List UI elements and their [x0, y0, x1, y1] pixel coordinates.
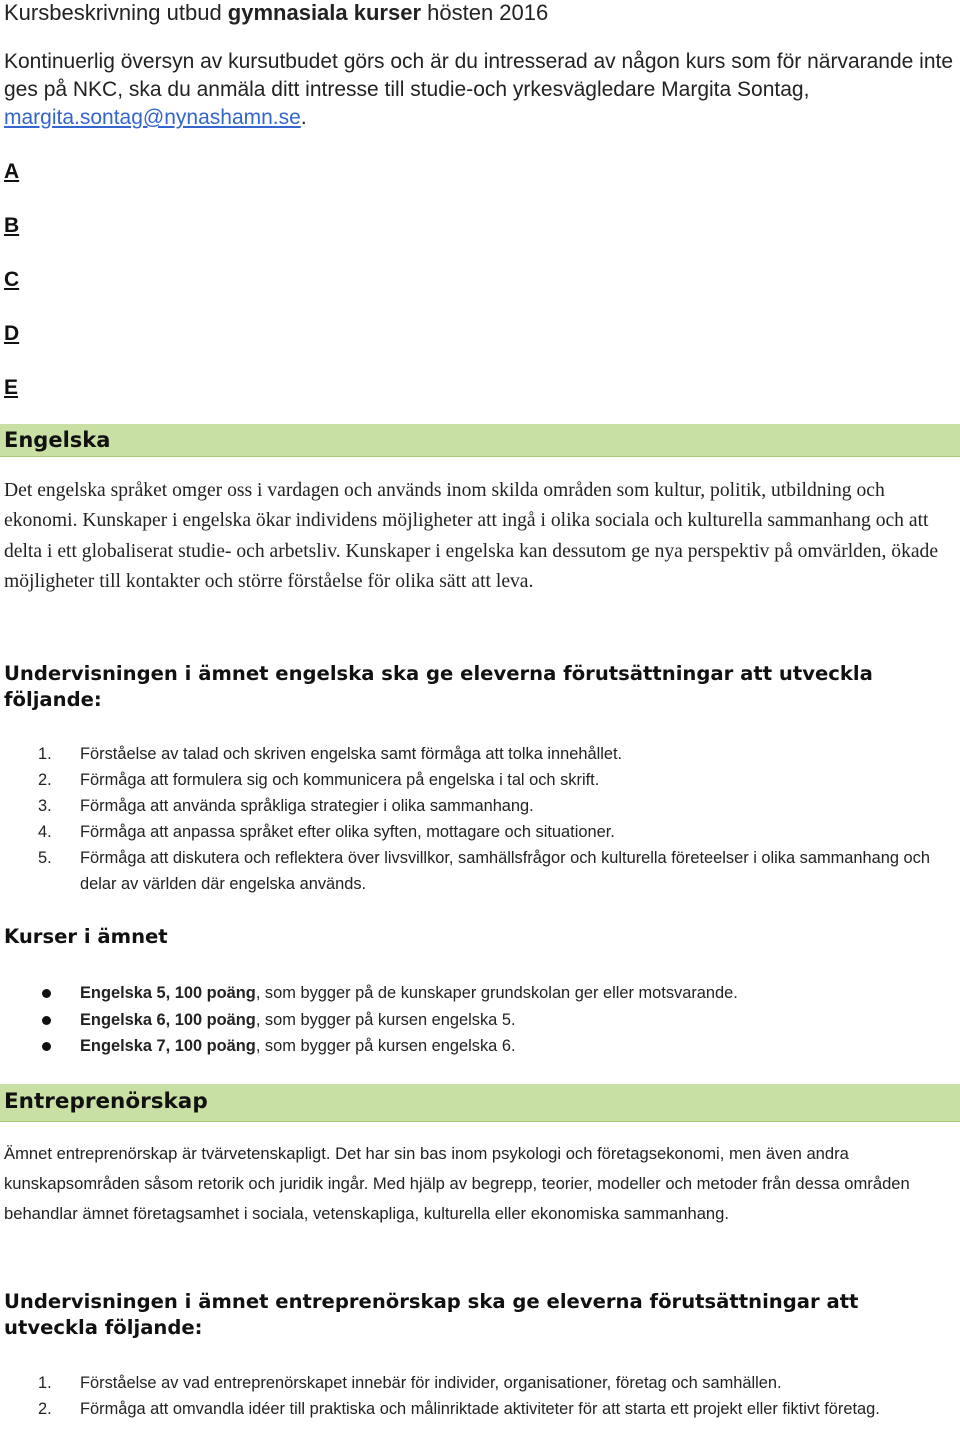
entreprenorskap-description: Ämnet entreprenörskap är tvärvetenskapligt. Det har sin bas inom psykologi och företagsekonomi, men även andra kunskapsområden såsom retorik och juridik ingår. Med hjälp av begrepp, teorier, modeller och metoder från dessa områden behandlar ämnet företagsamhet i sociala, vetenskapliga, kulturella eller ekonomiska sammanhang.	[4, 1144, 910, 1223]
alpha-link-c[interactable]: C	[4, 268, 20, 291]
list-text: Förståelse av talad och skriven engelska samt förmåga att tolka innehållet.	[80, 745, 623, 763]
intro-text: Kontinuerlig översyn av kursutbudet görs och är du intresserad av någon kurs som för närvarande inte ges på NKC, ska du anmäla ditt intresse till studie-och yrkesvägledare Margita Sontag,	[4, 50, 954, 101]
list-text: Förmåga att anpassa språket efter olika syften, mottagare och situationer.	[80, 823, 615, 841]
engelska-goals-list	[4, 741, 954, 897]
list-number: 5.	[38, 849, 52, 867]
list-number: 1.	[38, 1374, 52, 1392]
list-item	[4, 741, 954, 767]
bullet-icon	[42, 989, 51, 998]
page-title	[4, 0, 548, 26]
section-title-engelska: Engelska	[4, 428, 111, 452]
list-number: 2.	[38, 771, 52, 789]
course-desc: , som bygger på kursen engelska 6.	[255, 1037, 516, 1055]
course-item	[4, 980, 954, 1007]
entreprenorskap-goals-list	[4, 1370, 954, 1422]
list-item	[4, 819, 954, 845]
list-text: Förmåga att formulera sig och kommunicera på engelska i tal och skrift.	[80, 771, 600, 789]
list-number: 1.	[38, 745, 52, 763]
list-text: Förmåga att diskutera och reflektera över livsvillkor, samhällsfrågor och kulturella företeelser i olika sammanhang och delar av världen där engelska används.	[80, 849, 930, 893]
list-number: 2.	[38, 1400, 52, 1418]
course-item	[4, 1007, 954, 1034]
section-band-engelska	[0, 424, 960, 457]
engelska-goals-heading: Undervisningen i ämnet engelska ska ge eleverna förutsättningar att utveckla följande:	[4, 662, 873, 711]
list-item	[4, 767, 954, 793]
course-item	[4, 1033, 954, 1060]
course-name: Engelska 5, 100 poäng	[80, 984, 256, 1002]
entreprenorskap-goals-heading: Undervisningen i ämnet entreprenörskap ska ge eleverna förutsättningar att utveckla följande:	[4, 1290, 859, 1339]
section-title-entreprenorskap: Entreprenörskap	[4, 1089, 208, 1114]
alpha-link-d[interactable]: D	[4, 322, 20, 345]
contact-email-link[interactable]: margita.sontag@nynashamn.se	[4, 106, 301, 129]
courses-heading: Kurser i ämnet	[4, 925, 168, 948]
bullet-icon	[42, 1016, 51, 1025]
course-name: Engelska 6, 100 poäng	[80, 1010, 256, 1029]
alpha-link-e[interactable]: E	[4, 376, 19, 399]
list-text: Förståelse av vad entreprenörskapet innebär för individer, organisationer, företag och samhällen.	[80, 1374, 782, 1392]
alpha-link-b[interactable]: B	[4, 214, 20, 237]
alpha-link-a[interactable]: A	[4, 160, 20, 183]
list-text: Förmåga att använda språkliga strategier i olika sammanhang.	[80, 797, 534, 815]
list-text: Förmåga att omvandla idéer till praktiska och målinriktade aktiviteter för att starta ett projekt eller fiktivt företag.	[80, 1400, 880, 1418]
list-number: 3.	[38, 797, 52, 815]
list-item	[4, 1396, 954, 1422]
courses-list	[4, 980, 954, 1060]
section-band-entreprenorskap	[0, 1084, 960, 1122]
list-item	[4, 793, 954, 819]
page-title-prefix: Kursbeskrivning utbud	[4, 0, 228, 25]
engelska-description: Det engelska språket omger oss i vardagen och används inom skilda områden som kultur, politik, utbildning och ekonomi. Kunskaper i engelska ökar individens möjligheter att ingå i olika sociala och kulturella sammanhang och att delta i ett globaliserat studie- och arbetsliv. Kunskaper i engelska kan dessutom ge nya perspektiv på omvärlden, ökade möjligheter till kontakter och större förståelse för olika sätt att leva.	[4, 480, 939, 593]
course-name: Engelska 7, 100 poäng	[80, 1037, 256, 1055]
list-number: 4.	[38, 823, 52, 841]
intro-end: .	[300, 106, 307, 129]
intro-paragraph	[4, 48, 954, 132]
list-item	[4, 1370, 954, 1396]
page-title-bold: gymnasiala kurser	[227, 0, 422, 25]
course-desc: , som bygger på de kunskaper grundskolan ger eller motsvarande.	[255, 984, 738, 1002]
list-item	[4, 845, 954, 897]
course-desc: , som bygger på kursen engelska 5.	[255, 1010, 516, 1029]
page-title-suffix: hösten 2016	[421, 0, 549, 25]
bullet-icon	[42, 1042, 51, 1051]
